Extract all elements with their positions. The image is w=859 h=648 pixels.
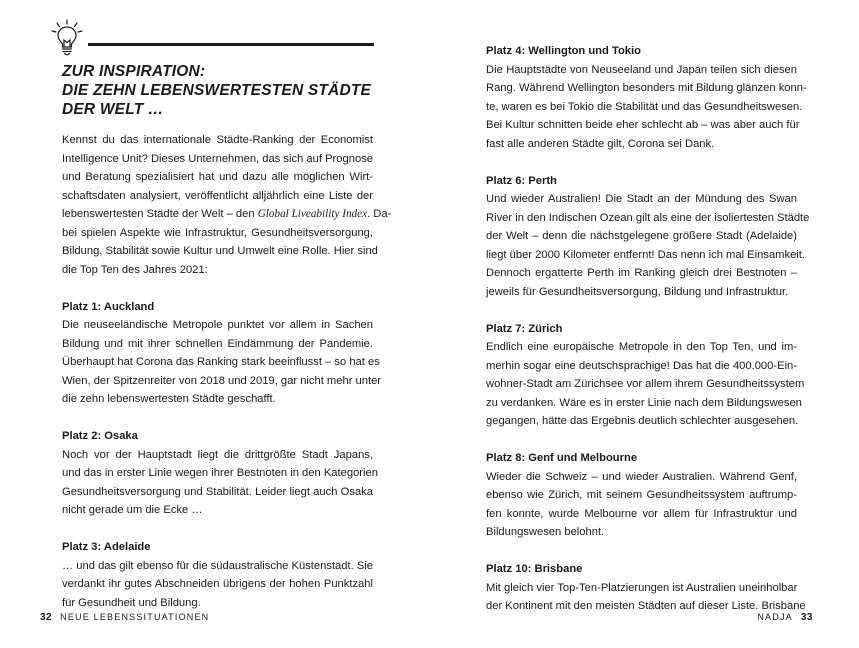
section-perth [486,172,810,302]
text-line: der Welt – denn die nächstgelegene größere Stadt (Adelaide) [486,230,797,242]
text-line: und Beratung spezialisiert hat und dazu alle möglichen Wirt- [62,171,373,183]
text-line: die Top Ten des Jahres 2021: [62,263,208,276]
text-line: liegt über 2000 Kilometer entfernt! Das nenn ich mal Einsamkeit. [486,248,806,261]
intro-paragraph [62,131,392,279]
section-title: Platz 8: Genf und Melbourne [486,452,638,464]
text-line: Bildung und mit ihrer schnellen Eindämmung der Pandemie. [62,337,373,350]
text-line [62,205,392,224]
lightbulb-icon [50,18,84,58]
text-fragment: bei [62,226,77,239]
text-line: Noch vor der Hauptstadt liegt die drittgrößte Stadt Japans, [62,448,373,461]
text-line: Rang. Während Wellington besonders mit Bildung glänzen konn- [486,82,807,94]
text-line: te, waren es bei Tokio die Stabilität und das Gesundheitswesen. [486,100,803,113]
section-genf-melbourne [486,449,797,542]
heading-line: DIE ZEHN LEBENSWERTESTEN STÄDTE [62,82,372,99]
right-footer [757,612,813,623]
text-line: verdankt ihr gutes Abschneiden übrigens der hohen Punktzahl [62,578,373,590]
text-line [62,224,373,243]
text-line: wohner-Stadt am Zürichsee vor allem ihrem Gesundheitssystem [486,378,805,390]
text-line: River in den Indischen Ozean gilt als eine der isoliertesten Städte [486,211,810,224]
left-body-text [62,131,392,631]
section-adelaide [62,538,373,612]
section-title: Platz 6: Perth [486,174,557,187]
text-line: Und wieder Australien! Die Stadt an der Mündung des Swan [486,193,797,205]
text-line: der Kontinent mit den meisten Städten auf dieser Liste. Brisbane [486,600,806,612]
text-line: Endlich eine europäische Metropole in den Top Ten, und im- [486,341,797,353]
page-heading [62,62,382,119]
text-line: Die Hauptstädte von Neuseeland und Japan teilen sich diesen [486,63,797,76]
text-line: Wieder die Schweiz – und wieder Australien. Während Genf, [486,470,797,483]
text-fragment: . Da- [367,208,392,220]
text-line: für Gesundheit und Bildung. [62,596,201,609]
text-line: Intelligence Unit? Dieses Unternehmen, das sich auf Prognose [62,152,373,165]
section-title: Platz 7: Zürich [486,322,563,335]
section-zuerich [486,320,805,431]
text-line: Überhaupt hat Corona das Ranking stark beeinflusst – so hat es [62,356,380,368]
section-title: Platz 1: Auckland [62,300,155,313]
text-fragment: lebenswertesten Städte der Welt – den [62,208,258,220]
text-line: Bei Kultur schnitten beide eher schlecht ab – was aber auch für [486,119,800,131]
text-line: schaftsdaten analysiert, veröffentlicht alljährlich eine Liste der [62,189,373,202]
page-number: 32 [40,612,53,623]
text-line: … und das gilt ebenso für die südaustralische Küstenstadt. Sie [62,559,373,572]
running-head: NEUE LEBENSSITUATIONEN [60,612,210,622]
section-auckland [62,298,382,409]
text-line: Gesundheitsversorgung und Stabilität. Leider liegt auch Osaka [62,485,373,498]
section-title: Platz 10: Brisbane [486,563,583,575]
text-line: die zehn lebenswertesten Städte geschafft. [62,393,276,405]
right-page [429,0,859,648]
heading-rule [88,43,374,46]
text-line: Bildung, Stabilität sowie Kultur und Umwelt eine Rolle. Hier sind [62,245,378,257]
text-line: fast alle anderen Städte gilt, Corona sei Dank. [486,137,715,150]
text-line: Dennoch ergatterte Perth im Ranking gleich drei Bestnoten – [486,267,797,279]
text-line: Kennst du das internationale Städte-Ranking der Economist [62,134,373,146]
text-line: nicht gerade um die Ecke … [62,504,203,516]
heading-line: DER WELT … [62,101,164,118]
text-line: zu verdanken. Wäre es in erster Linie nach dem Bildungswesen [486,396,802,409]
page-number: 33 [800,612,813,623]
text-fragment: spielen Aspekte wie Infrastruktur, Gesundheitsversorgung, [80,226,374,239]
section-wellington-tokio [486,42,807,153]
text-line: und das in erster Linie wegen ihrer Bestnoten in den Kategorien [62,467,378,479]
text-line: Die neuseeländische Metropole punktet vor allem in Sachen [62,319,373,331]
left-footer [40,612,209,623]
text-line: Wien, der Spitzenreiter von 2018 und 2019, gar nicht mehr unter [62,374,382,387]
text-line: jeweils für Gesundheitsversorgung, Bildung und Infrastruktur. [486,285,789,298]
text-line: gegangen, hätte das Ergebnis deutlich schlechter ausgesehen. [486,415,799,427]
text-line: fen konnte, wurde Melbourne vor allem für Infrastruktur und [486,507,797,520]
running-head: NADJA [757,612,793,622]
section-title: Platz 2: Osaka [62,430,138,442]
section-title: Platz 3: Adelaide [62,541,151,553]
section-title: Platz 4: Wellington und Tokio [486,45,641,57]
text-line: Mit gleich vier Top-Ten-Platzierungen ist Australien uneinholbar [486,581,798,594]
index-title: Global Liveability Index [257,208,368,220]
heading-line: ZUR INSPIRATION: [62,63,206,80]
text-line: Bildungswesen belohnt. [486,526,605,538]
text-line: merhin sogar eine deutschsprachige! Das hat die 400.000-Ein- [486,359,797,372]
section-brisbane [486,560,806,616]
text-line: ebenso wie Zürich, mit seinem Gesundheitssystem auftrump- [486,489,797,501]
section-osaka [62,427,378,520]
left-page [0,0,429,648]
